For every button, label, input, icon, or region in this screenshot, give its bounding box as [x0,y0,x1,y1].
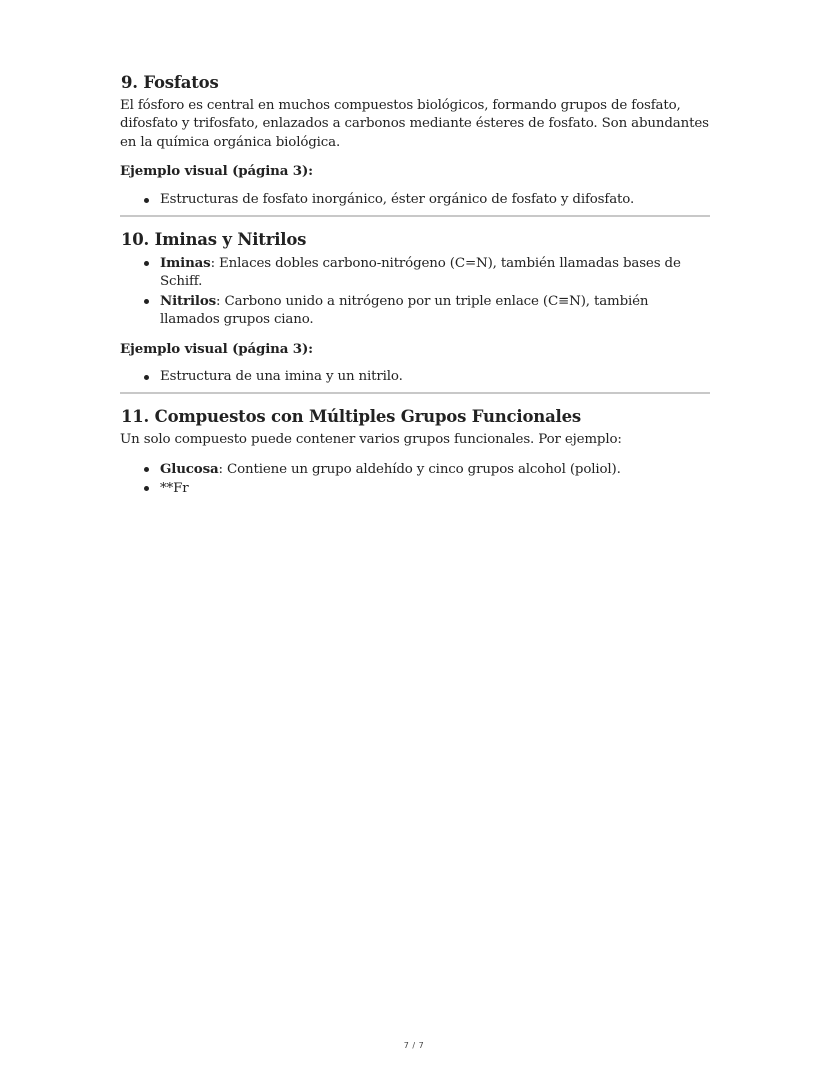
section-title: 10. Iminas y Nitrilos [121,230,307,250]
list-item [160,368,710,386]
section-title: 9. Fosfatos [121,73,219,92]
list-item-text: Estructuras de fosfato inorgánico, éster orgánico de fosfato y difosfato. [160,191,635,207]
bullet-icon [144,198,149,203]
section-title: 11. Compuestos con Múltiples Grupos Funcionales [121,407,582,427]
list-item [160,191,710,209]
list-item-term: Nitrilos [160,292,217,309]
example-list [120,460,710,499]
list-item [160,479,710,498]
example-list [120,191,710,209]
section-fosfatos [120,72,710,209]
list-item-text: **Fr [160,481,189,497]
list-item-text: : Contiene un grupo aldehído y cinco grupos alcohol (poliol). [218,461,621,477]
section-paragraph: El fósforo es central en muchos compuestos biológicos, formando grupos de fosfato, difosfato y trifosfato, enlazados a carbonos mediante ésteres de fosfato. Son abundantes en la química orgánica biológica. [120,98,709,150]
page-number: 7 / 7 [403,1041,425,1050]
bullet-icon [144,375,149,380]
list-item-text: : Enlaces dobles carbono-nitrógeno (C=N), también llamadas bases de Schiff. [160,256,681,290]
definition-list [120,254,710,330]
list-item [160,254,710,292]
list-item [160,460,710,479]
list-item-text: Estructura de una imina y un nitrilo. [160,369,403,385]
example-list [120,368,710,386]
page-content [120,72,710,499]
bullet-icon [144,486,149,491]
section-paragraph: Un solo compuesto puede contener varios grupos funcionales. Por ejemplo: [120,432,622,448]
list-item-term: Iminas [160,255,211,272]
section-divider [120,392,710,394]
section-multiples-grupos [120,406,710,498]
list-item-text: : Carbono unido a nitrógeno por un triple enlace (C≡N), también llamados grupos ciano. [160,293,649,328]
bullet-icon [144,467,149,472]
list-item [160,292,710,330]
example-heading: Ejemplo visual (página 3): [120,163,313,180]
list-item-term: Glucosa [160,460,219,477]
bullet-icon [144,261,149,266]
bullet-icon [144,299,149,304]
section-iminas-nitrilos [120,229,710,386]
section-divider [120,215,710,217]
example-heading: Ejemplo visual (página 3): [120,340,313,357]
